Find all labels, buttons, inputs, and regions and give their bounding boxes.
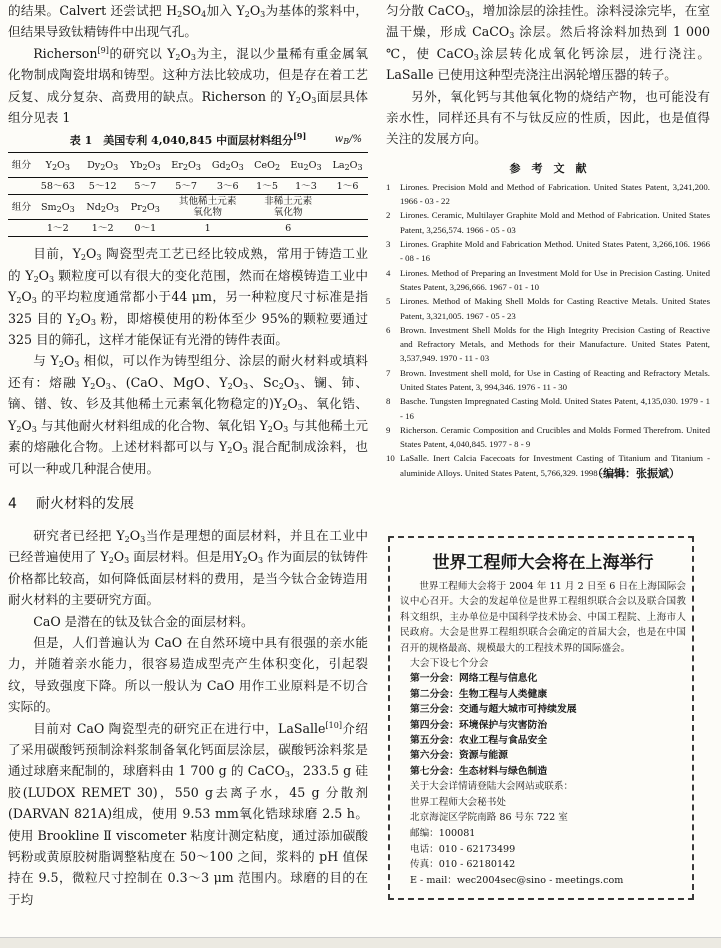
paragraph-lasalle: 目前对 CaO 陶瓷型壳的研究正在进行中，LaSalle[10]介绍了采用碳酸钙预制涂料浆制备氧化钙面层涂层，碳酸钙涂料浆是通过球磨来配制的，球磨料由 1 700 g 的 CaCO$_3$，233.5 g 硅胶(LUDOX REMET 30)，550 g去离子水，45 g 分散剂(DARVAN 821A)组成，使用 9.53 mm氧化锆球球磨 2.5 h。使用 Brookline Ⅱ viscometer 粘度计测定粘度，通过添加碳酸钙粉或黄原胶树脂调整粘度在 50～100 之间，浆料的 pH 值保持在 9.5，微粒尺寸控制在 0.3～3 μm 范围内。球磨的目的在于均 bbox=[8, 720, 368, 907]
session-list bbox=[400, 671, 686, 779]
reference-number: 7 bbox=[386, 367, 391, 378]
table-caption: 表 1 美国专利 4,040,845 中面层材料组分[9] $w_B/\%$ bbox=[69, 131, 362, 148]
session-item: 第三分会：交通与超大城市可持续发展 bbox=[410, 704, 577, 716]
reference-item bbox=[386, 323, 710, 366]
reference-item bbox=[386, 266, 710, 295]
notice-title: 世界工程师大会将在上海举行 bbox=[432, 553, 654, 573]
session-item: 第二分会：生物工程与人类健康 bbox=[410, 688, 548, 700]
section-heading bbox=[8, 493, 368, 513]
notice-intro: 世界工程师大会将于 2004 年 11 月 2 日至 6 日在上海国际会议中心召开。大会的发起单位是世界工程组织联合会以及联合国教科文组织，主办单位是中国科学技术协会、中国工程院、上海市人民政府。大会是世界工程组织联合会确定的首届大会，也是在中国召开的规格最高、规模最大的工程技术界的国际盛会。 bbox=[400, 581, 686, 654]
table-unit: $w_B/\%$ bbox=[334, 134, 362, 147]
reference-text: Brown. Investment shell mold, for Use in Casting of Reacting and Refractory Metals. United States Patent, 3, 994,346. 1976 - 11 - 30 bbox=[400, 367, 710, 392]
notice-postcode: 邮编：100081 bbox=[410, 828, 476, 840]
table-cell: $Nd_2O_3$ bbox=[86, 201, 119, 214]
notice-contact-intro: 关于大会详情请登陆大会网站或联系： bbox=[410, 781, 574, 793]
notice-email: E - mail：wec2004sec@sino - meetings.com bbox=[410, 874, 624, 886]
paragraph-development: 研究者已经把 $Y_2O_3$当作是理想的面层材料，并且在工业中已经普遍使用了 $Y_2O_3$ 面层材料。但是用$Y_2O_3$ 作为面层的钛铸件价格都比较高，如何降低面层材料的费用，是当今钛合金铸造用耐火材料的主要研究方面。 bbox=[8, 527, 369, 608]
reference-text: Lirones. Graphite Mold and Fabrication Method. United States Patent, 3,266,106. 1966 - 08 - 16 bbox=[400, 239, 710, 264]
left-column bbox=[8, 0, 368, 910]
conference-notice-box bbox=[388, 536, 694, 900]
right-column bbox=[386, 0, 711, 886]
reference-text: Richerson. Ceramic Composition and Crucibles and Molds Formed Therefrom. United States Patent, 4,040,845. 1977 - 8 - 9 bbox=[400, 424, 710, 450]
table-cell: 1～2 bbox=[35, 220, 81, 237]
reference-number: 2 bbox=[386, 210, 391, 221]
paragraph-calvert: 的结果。Calvert 还尝试把 $H_2SO_4$加入 $Y_2O_3$为基体的浆料中，但结果导致钛精铸件中出现气孔。 bbox=[8, 3, 369, 40]
table-cell: 1 bbox=[166, 220, 249, 237]
section-title: 耐火材料的发展 bbox=[36, 495, 134, 512]
table-cell: 其他稀土元素 氧化物 bbox=[178, 196, 237, 219]
table-row bbox=[8, 220, 368, 237]
reference-text: Brown. Investment Shell Molds for the High Integrity Precision Casting of Reactive and Refractory Metals, and Methods for their Manufacture. United States Patent, 3,537,949. 1970 - 11 - 03 bbox=[400, 324, 710, 364]
session-item: 第一分会：网络工程与信息化 bbox=[410, 673, 538, 685]
composition-table bbox=[8, 152, 368, 237]
table-cell: $Yb_2O_3$ bbox=[125, 153, 166, 178]
notice-phone: 电话：010 - 62173499 bbox=[410, 843, 516, 855]
paragraph-alternatives: 与 $Y_2O_3$ 相似，可以作为铸型组分、涂层的耐火材料或填料还有：熔融 $Y_2O_3$、(CaO、MgO、$Y_2O_3$、$Sc_2O_3$、镧、铈、镝、镨、钕、钐及其他稀土元素氧化物稳定的)$Y_2O_3$、氧化锆、$Y_2O_3$ 与其他耐火材料组成的化合物、氧化铝 $Y_2O_3$ 与其他稀土元素的熔融化合物。上述材料都可以与 $Y_2O_3$ 混合配制成涂料，也可以一种或几种混合使用。 bbox=[8, 353, 369, 476]
table-cell: 组分 bbox=[11, 201, 32, 213]
reference-number: 10 bbox=[386, 453, 395, 464]
reference-text: Lirones. Precision Mold and Method of Fabrication. United States Patent, 3,241,200. 1966 - 03 - 22 bbox=[400, 181, 710, 207]
table-cell: 5～7 bbox=[166, 178, 206, 195]
table-cell: 0～1 bbox=[125, 220, 166, 237]
paragraph-cao-potential: CaO 是潜在的钛及钛合金的面层材料。 bbox=[33, 613, 254, 629]
table-cell: $Er_2O_3$ bbox=[166, 153, 206, 178]
reference-number: 9 bbox=[386, 424, 391, 435]
paragraph-y2o3-process: 目前，$Y_2O_3$ 陶瓷型壳工艺已经比较成熟，常用于铸造工业的 $Y_2O_3$ 颗粒度可以有很大的变化范围，然而在熔模铸造工业中 $Y_2O_3$ 的平均粒度通常都小于44 μm，另一种粒度尺寸标准是指 325 目的 $Y_2O_3$ 粉，即熔模使用的粉体至少 95%的颗粒要通过 325 目的筛孔，这样才能保证有光滑的铸件表面。 bbox=[8, 246, 368, 348]
table-cell: $Pr_2O_3$ bbox=[130, 201, 160, 214]
session-item: 第七分会：生态材料与绿色制造 bbox=[410, 765, 548, 777]
table-cell: 1～3 bbox=[285, 178, 327, 195]
reference-number: 3 bbox=[386, 239, 391, 250]
table-cell: 6 bbox=[249, 220, 327, 237]
table-cell: 58～63 bbox=[35, 178, 81, 195]
table-cell: 组分 bbox=[8, 153, 35, 178]
table-cell: $La_2O_3$ bbox=[327, 153, 368, 178]
references-title: 参 考 文 献 bbox=[509, 161, 587, 175]
reference-item bbox=[386, 237, 710, 266]
table-row bbox=[8, 153, 368, 178]
reference-item bbox=[386, 294, 710, 323]
reference-item bbox=[386, 394, 710, 423]
table-cell: $Gd_2O_3$ bbox=[206, 153, 249, 178]
table-row bbox=[8, 178, 368, 195]
reference-number: 5 bbox=[386, 296, 391, 307]
reference-text: Lirones. Method of Preparing an Investment Mold for Use in Precision Casting. United States Patent, 3,296,666. 1967 - 01 - 10 bbox=[400, 267, 710, 292]
paragraph-outlook: 另外，氧化钙与其他氧化物的烧结产物，也可能没有亲水性，同样还具有不与钛反应的性质，因此，也是值得关注的发展方向。 bbox=[386, 88, 710, 147]
table-cell: 1～5 bbox=[249, 178, 285, 195]
reference-number: 8 bbox=[386, 396, 391, 407]
reference-text: Lirones. Method of Making Shell Molds for Casting Reactive Metals. United States Patent, 3,321,005. 1967 - 05 - 23 bbox=[400, 296, 710, 321]
reference-text: Lirones. Ceramic, Multilayer Graphite Mold and Method of Fabrication. United States Patent, 3,256,574. 1966 - 05 - 03 bbox=[400, 210, 710, 235]
table-cell: 3～6 bbox=[206, 178, 249, 195]
page-bottom-edge bbox=[0, 937, 721, 948]
table-cell: $Y_2O_3$ bbox=[35, 153, 81, 178]
reference-number: 1 bbox=[386, 181, 391, 192]
reference-item bbox=[386, 423, 710, 452]
session-item: 第四分会：环境保护与灾害防治 bbox=[410, 719, 548, 731]
notice-sessions-intro: 大会下设七个分会 bbox=[410, 658, 489, 670]
paragraph-caco3-coating: 匀分散 CaCO$_3$，增加涂层的涂挂性。涂料浸涂完毕，在室温干燥，形成 CaCO$_3$ 涂层。然后将涂料加热到 1 000 ℃，使 CaCO$_3$涂层转化成氧化钙涂层，进行浇注。LaSalle 已使用这种型壳浇注出涡轮增压器的转子。 bbox=[386, 3, 711, 83]
editor-credit: （编辑：张振斌） bbox=[592, 467, 680, 481]
reference-text: LaSalle. Inert Calcia Facecoats for Investment Casting of Titanium and Titanium - aluminide Alloys. United States Patent, 5,766,329. 1998 - 1 - 16 bbox=[400, 453, 710, 478]
notice-fax: 传真：010 - 62180142 bbox=[410, 859, 516, 871]
reference-number: 4 bbox=[386, 267, 391, 278]
table-cell: $Dy_2O_3$ bbox=[81, 153, 125, 178]
reference-list bbox=[386, 180, 710, 480]
table-cell: 非稀土元素 氧化物 bbox=[264, 196, 313, 219]
session-item: 第五分会：农业工程与食品安全 bbox=[410, 735, 548, 747]
paragraph-cao-hydration: 但是，人们普遍认为 CaO 在自然环境中具有很强的亲水能力，并随着亲水能力，很容易造成型壳产生体积变化，引起裂纹，导致强度下降。所以一般认为 CaO 用作工业原料是不切合实际的。 bbox=[8, 634, 368, 715]
table-row bbox=[8, 195, 368, 220]
reference-item bbox=[386, 366, 710, 395]
reference-item bbox=[386, 180, 710, 209]
reference-number: 6 bbox=[386, 324, 391, 335]
table-cell: $Sm_2O_3$ bbox=[40, 201, 75, 214]
table-cell: CeO$_2$ bbox=[249, 153, 285, 178]
table-cell: 1～2 bbox=[81, 220, 125, 237]
section-number: 4 bbox=[8, 495, 17, 512]
reference-text: Basche. Tungsten Impregnated Casting Mold. United States Patent, 4,135,030. 1979 - 1 - 16 bbox=[400, 396, 710, 421]
reference-item bbox=[386, 208, 710, 237]
notice-address: 北京海淀区学院南路 86 号东 722 室 bbox=[410, 812, 568, 824]
table-cell: $Eu_2O_3$ bbox=[285, 153, 327, 178]
session-item: 第六分会：资源与能源 bbox=[410, 750, 508, 762]
notice-secretariat: 世界工程师大会秘书处 bbox=[410, 796, 506, 808]
reference-item bbox=[386, 451, 710, 480]
table-cell: 5～12 bbox=[81, 178, 125, 195]
table-cell: 5～7 bbox=[125, 178, 166, 195]
paragraph-richerson: Richerson[9]的研究以 $Y_2O_3$为主，混以少量稀有重金属氧化物制成陶瓷坩埚和铸型。这种方法比较成功，但是存在着工艺反复、成分复杂、高费用的缺点。Richerson 的 $Y_2O_3$面层具体组分见表 1 bbox=[8, 45, 369, 126]
table-cell: 1～6 bbox=[327, 178, 368, 195]
